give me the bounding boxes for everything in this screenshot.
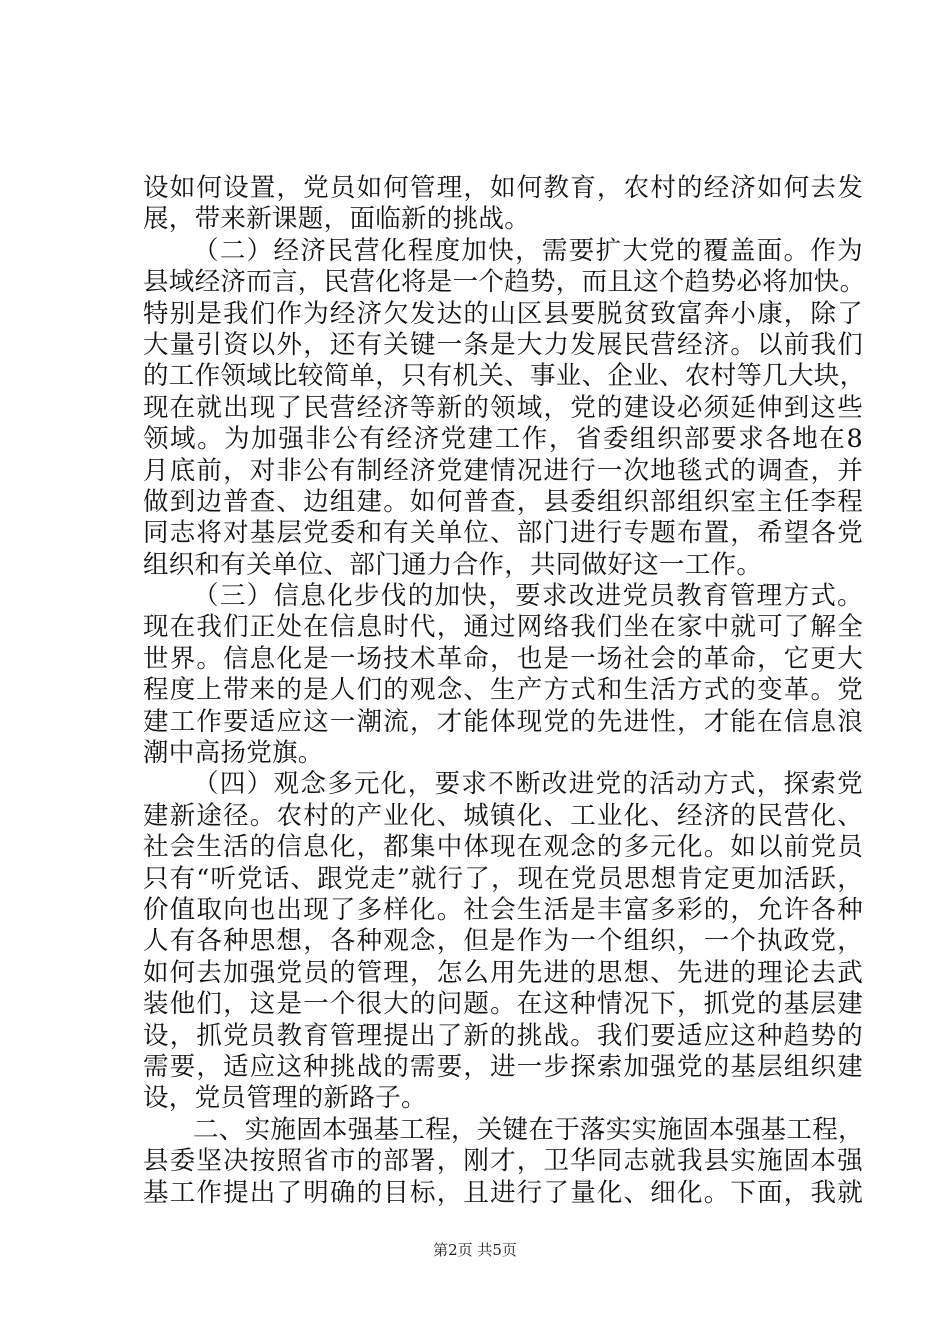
text-line: 潮中高扬党旗。: [143, 738, 324, 769]
text-line: 领域。为加强非公有经济党建工作，省委组织部要求各地在8: [143, 424, 863, 455]
text-line: 县委坚决按照省市的部署，刚才，卫华同志就我县实施固本强: [143, 1146, 863, 1177]
text-line: 世界。信息化是一场技术革命，也是一场社会的革命，它更大: [143, 643, 863, 674]
text-line: 基工作提出了明确的目标，且进行了量化、细化。下面，我就: [143, 1177, 863, 1208]
text-line: 月底前，对非公有制经济党建情况进行一次地毯式的调查，并: [143, 455, 863, 486]
text-line: 现在我们正处在信息时代，通过网络我们坐在家中就可了解全: [143, 612, 863, 643]
paragraph-first-line: 二、实施固本强基工程，关键在于落实实施固本强基工程，: [193, 1114, 864, 1145]
text-line: 的工作领域比较简单，只有机关、事业、企业、农村等几大块，: [143, 361, 866, 392]
page-footer: 第2页 共5页: [433, 1241, 517, 1259]
paragraph-first-line: （二）经济民营化程度加快，需要扩大党的覆盖面。作为: [193, 235, 863, 266]
paragraph-first-line: （四）观念多元化，要求不断改进党的活动方式，探索党: [193, 769, 863, 800]
paragraph-first-line: （三）信息化步伐的加快，要求改进党员教育管理方式。: [193, 581, 863, 612]
text-line: 装他们，这是一个很大的问题。在这种情况下，抓党的基层建: [143, 989, 863, 1020]
text-line: 特别是我们作为经济欠发达的山区县要脱贫致富奔小康，除了: [143, 298, 863, 329]
text-line: 如何去加强党员的管理，怎么用先进的思想、先进的理论去武: [143, 957, 863, 988]
text-line: 大量引资以外，还有关键一条是大力发展民营经济。以前我们: [143, 329, 863, 360]
text-line: 现在就出现了民营经济等新的领域，党的建设必须延伸到这些: [143, 392, 863, 423]
text-line: 建工作要适应这一潮流，才能体现党的先进性，才能在信息浪: [143, 706, 863, 737]
text-line: 建新途径。农村的产业化、城镇化、工业化、经济的民营化、: [143, 800, 863, 831]
text-line: 价值取向也出现了多样化。社会生活是丰富多彩的，允许各种: [143, 894, 863, 925]
text-line: 同志将对基层党委和有关单位、部门进行专题布置，希望各党: [143, 518, 863, 549]
text-line: 做到边普查、边组建。如何普查，县委组织部组织室主任李程: [143, 486, 863, 517]
text-line: 组织和有关单位、部门通力合作，共同做好这一工作。: [143, 549, 763, 580]
text-line: 只有“听党话、跟党走”就行了，现在党员思想肯定更加活跃，: [143, 863, 863, 894]
text-line: 设如何设置，党员如何管理，如何教育，农村的经济如何去发: [143, 173, 863, 203]
text-line: 人有各种思想，各种观念，但是作为一个组织，一个执政党，: [143, 926, 863, 957]
text-line: 设，抓党员教育管理提出了新的挑战。我们要适应这种趋势的: [143, 1020, 863, 1051]
text-line: 需要，适应这种挑战的需要，进一步探索加强党的基层组织建: [143, 1051, 863, 1082]
text-line: 程度上带来的是人们的观念、生产方式和生活方式的变革。党: [143, 675, 863, 706]
body-text: [143, 173, 866, 1209]
text-line: 设，党员管理的新路子。: [143, 1083, 427, 1114]
text-line: 社会生活的信息化，都集中体现在观念的多元化。如以前党员: [143, 832, 863, 863]
text-line: 展，带来新课题，面临新的挑战。: [143, 204, 531, 235]
text-line: 县域经济而言，民营化将是一个趋势，而且这个趋势必将加快。: [143, 267, 866, 298]
